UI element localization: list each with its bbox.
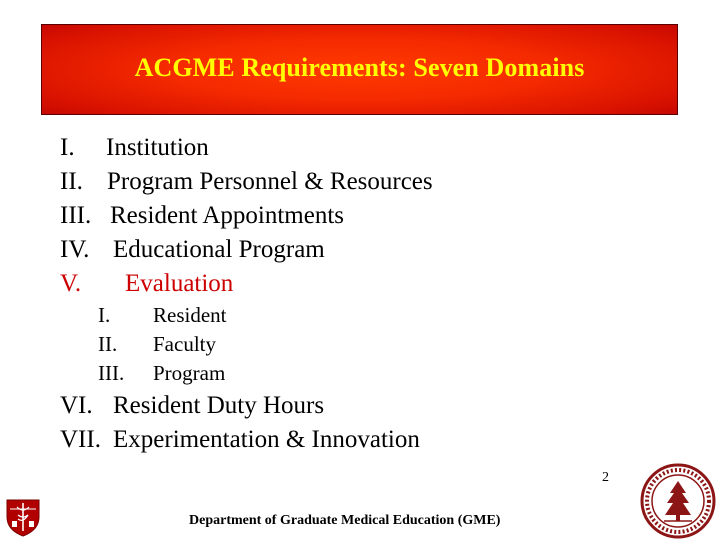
domain-number: IV. bbox=[60, 236, 90, 263]
domain-number: II. bbox=[60, 168, 83, 195]
subitem-number: I. bbox=[98, 303, 111, 327]
subitem-label: Faculty bbox=[153, 332, 216, 356]
department-footer: Department of Graduate Medical Education (GME) bbox=[189, 513, 501, 528]
subitem-number: II. bbox=[98, 332, 118, 356]
domain-item bbox=[60, 199, 433, 233]
domain-number: V. bbox=[60, 270, 82, 297]
domain-label: Resident Appointments bbox=[110, 202, 345, 229]
domain-number: VII. bbox=[60, 426, 101, 453]
domain-label: Institution bbox=[106, 134, 209, 161]
domain-item-evaluation bbox=[60, 267, 433, 301]
evaluation-subitem bbox=[60, 330, 433, 359]
medical-shield-logo-icon bbox=[4, 497, 42, 542]
slide-title: ACGME Requirements: Seven Domains bbox=[134, 52, 585, 82]
domain-number: VI. bbox=[60, 392, 93, 419]
domain-item bbox=[60, 389, 433, 423]
domain-number: III. bbox=[60, 202, 92, 229]
domain-item bbox=[60, 423, 433, 457]
domain-item bbox=[60, 131, 433, 165]
slide-title-banner bbox=[41, 24, 678, 115]
evaluation-subitem bbox=[60, 359, 433, 388]
university-seal-icon bbox=[640, 463, 716, 544]
domain-item bbox=[60, 165, 433, 199]
subitem-number: III. bbox=[98, 361, 125, 385]
domain-label: Program Personnel & Resources bbox=[107, 168, 433, 195]
domain-label: Evaluation bbox=[125, 270, 234, 297]
domain-label: Resident Duty Hours bbox=[113, 392, 325, 419]
domain-number: I. bbox=[60, 134, 75, 161]
domain-label: Educational Program bbox=[113, 236, 325, 263]
domains-outline bbox=[60, 131, 433, 457]
subitem-label: Resident bbox=[153, 303, 227, 327]
page-number: 2 bbox=[602, 470, 609, 485]
evaluation-subitem bbox=[60, 301, 433, 330]
subitem-label: Program bbox=[153, 361, 226, 385]
domain-item bbox=[60, 233, 433, 267]
domain-label: Experimentation & Innovation bbox=[113, 426, 420, 453]
